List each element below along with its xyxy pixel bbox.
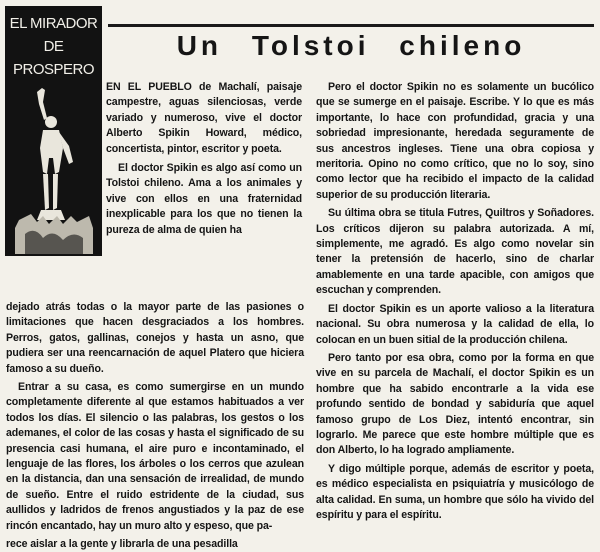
standing-figure-statue-icon [13,88,95,254]
paragraph: rece aislar a la gente y librarla de una pesadilla [6,538,238,551]
article-column-right [316,80,594,526]
article-column-left-lower [6,300,304,552]
paragraph: Y digo múltiple porque, además de escritor y poeta, es médico especialista en psiquiatría y musicólogo de alta calidad. En suma, un hombre que sólo ha vivido del espíritu y para el espíritu. [316,462,594,521]
masthead-line-3: PROSPERO [12,61,95,78]
article-title [108,30,594,62]
title-word-1: Un [176,30,223,61]
article-column-left-upper [106,80,302,241]
masthead-line-2: DE [43,38,64,55]
paragraph: Pero el doctor Spikin no es solamente un bucólico que se sumerge en el paisaje. Escribe. Y lo que es más importante, lo hace con profundidad, gracia y una sobriedad impresionante, heredada seguramente de sus ancestros ingleses. Tiene una obra copiosa y meritoria. Opino no como crítico, que no lo soy, sino como lector que ha recibido el impacto de la calidad superior de su producción literaria. [316,81,594,201]
masthead-title [5,12,102,81]
title-word-2: Tolstoi [251,30,370,61]
paragraph: Su última obra se titula Futres, Quiltros y Soñadores. Los críticos dijeron su palabra autorizada. A mí, simplemente, me agradó. Es algo como novelar sin tener la pretensión de hacerlo, sino de charlar amablemente en una tarde apacible, con amigos que escuchan y comprenden. [316,207,594,297]
paragraph: Entrar a su casa, es como sumergirse en un mundo completamente diferente al que estamos habituados a ver todos los días. El silencio o las palabras, los gestos o los ademanes, el color de las cosas y hasta el significado de su presencia casi humana, el aire puro e incontaminado, el lenguaje de las flores, los árboles o los cerros que azulean en la distancia, dan una sensación de irrealidad, de mundo de sueño. Entre el ruido estridente de la ciudad, sus aullidos y ladridos de frenos angustiados y la paz de ese rincón encantado, hay un muro alto y espeso, que pa- [6,381,304,532]
paragraph: El doctor Spikin es un aporte valioso a la literatura nacional. Su obra numerosa y la calidad de ella, lo colocan en un buen sitial de la producción chilena. [316,302,594,346]
paragraph: EN EL PUEBLO de Machalí, paisaje campestre, aguas silenciosas, verde variado y numeroso, vive el doctor Alberto Spikin Howard, médico, concertista, pintor, escritor y poeta. [106,81,302,155]
masthead-line-1: EL MIRADOR [9,15,98,32]
headline-rule [108,24,594,27]
column-masthead [5,6,102,256]
title-word-3: chileno [399,30,526,61]
paragraph: dejado atrás todas o la mayor parte de las pasiones o limitaciones que hacen desgraciados a los hombres. Perros, gatos, gallinas, conejos y hasta un asno, que pudiera ser una reencarnación de aquel Platero que hiciera famoso a su dueño. [6,301,304,375]
paragraph: Pero tanto por esa obra, como por la forma en que vive en su parcela de Machalí, el doctor Spikin es un hombre que ha sabido encontrarle a la vida ese profundo sentido de bondad y sabiduría que aquel famoso grupo de Los Diez, intentó encontrar, sin lograrlo. Me parece que este hombre múltiple que es don Alberto, lo ha logrado ampliamente. [316,351,594,457]
paragraph: El doctor Spikin es algo así como un Tolstoi chileno. Ama a los animales y vive con ellos en una fraternidad inexplicable para los que no tienen la pureza de alma de quien ha [106,162,302,236]
